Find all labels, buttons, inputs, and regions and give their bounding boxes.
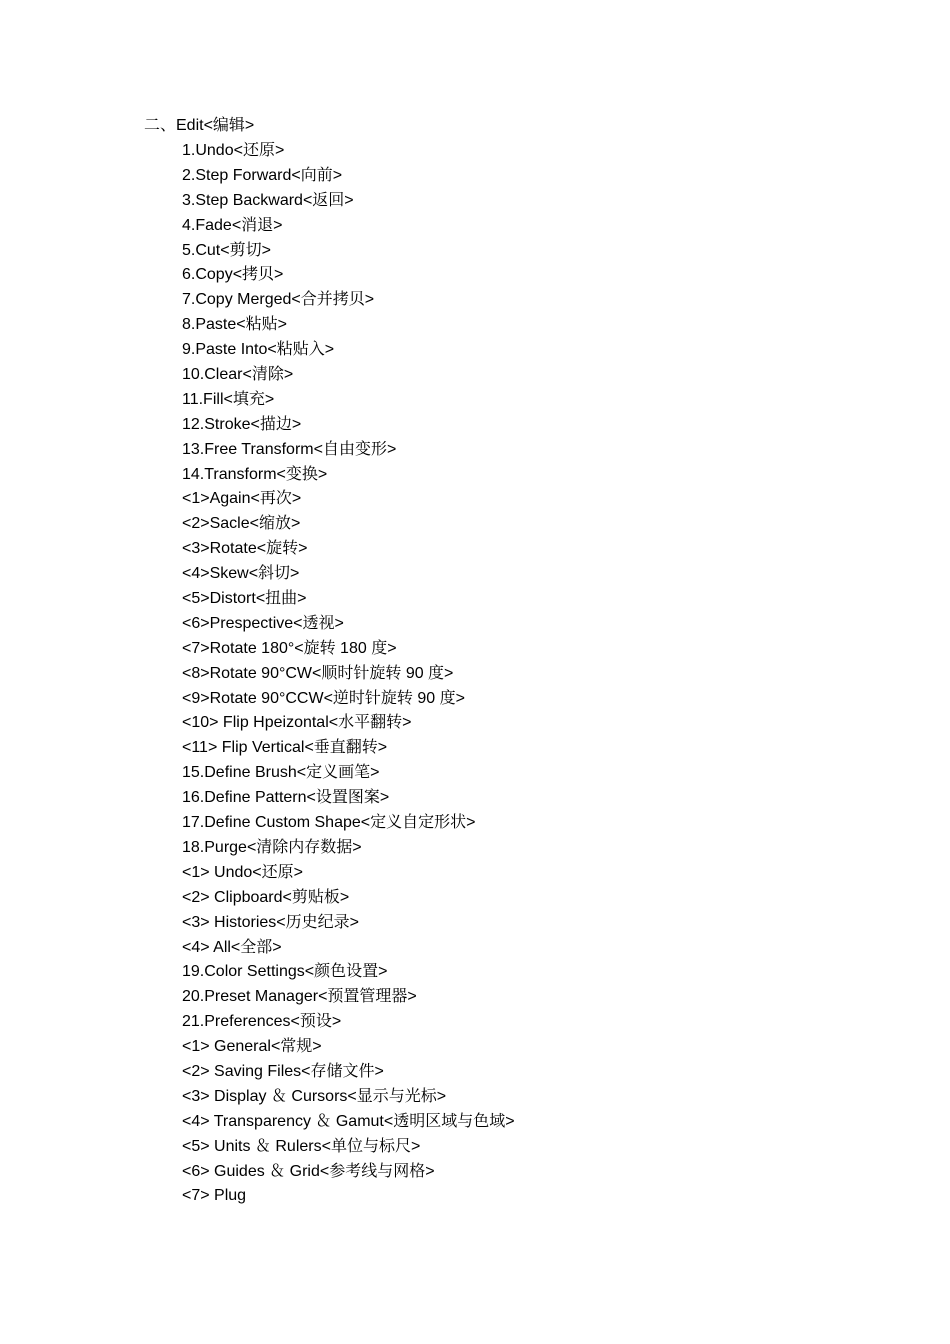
list-item: 4.Fade<消退>	[182, 216, 283, 234]
list-item: 16.Define Pattern<设置图案>	[182, 789, 390, 807]
section-heading: 二、Edit<编辑>	[144, 117, 255, 134]
list-item: 9.Paste Into<粘贴入>	[182, 341, 335, 359]
list-item: <1> General<常规>	[182, 1038, 322, 1056]
list-item: <5> Units ＆ Rulers<单位与标尺>	[182, 1137, 421, 1155]
list-item: 13.Free Transform<自由变形>	[182, 440, 397, 458]
list-item: 12.Stroke<描边>	[182, 415, 302, 433]
list-item: 21.Preferences<预设>	[182, 1013, 342, 1031]
list-item: <5>Distort<扭曲>	[182, 590, 307, 608]
list-item: <2> Clipboard<剪贴板>	[182, 888, 350, 906]
list-item: <11> Flip Vertical<垂直翻转>	[182, 739, 388, 757]
list-item: <2>Sacle<缩放>	[182, 515, 301, 533]
list-item: 8.Paste<粘贴>	[182, 316, 287, 334]
list-item: 14.Transform<变换>	[182, 465, 328, 483]
list-item: <3> Display ＆ Cursors<显示与光标>	[182, 1087, 447, 1105]
list-item: <9>Rotate 90°CCW<逆时针旋转 90 度>	[182, 689, 465, 707]
list-item: 5.Cut<剪切>	[182, 241, 271, 259]
list-item: <4> All<全部>	[182, 938, 282, 956]
list-item: 18.Purge<清除内存数据>	[182, 838, 362, 856]
list-item: <7> Plug	[182, 1187, 247, 1205]
list-item: <1>Again<再次>	[182, 490, 302, 508]
list-item: <3> Histories<历史纪录>	[182, 913, 359, 931]
list-item: <7>Rotate 180°<旋转 180 度>	[182, 639, 397, 657]
list-item: <4> Transparency ＆ Gamut<透明区域与色域>	[182, 1112, 515, 1130]
list-item: <4>Skew<斜切>	[182, 565, 300, 583]
list-item: 3.Step Backward<返回>	[182, 191, 354, 209]
list-item: <6>Prespective<透视>	[182, 614, 344, 632]
list-item: 7.Copy Merged<合并拷贝>	[182, 291, 375, 309]
list-item: <8>Rotate 90°CW<顺时针旋转 90 度>	[182, 664, 454, 682]
list-item: <6> Guides ＆ Grid<参考线与网格>	[182, 1162, 435, 1180]
list-item: 20.Preset Manager<预置管理器>	[182, 988, 417, 1006]
list-item: 15.Define Brush<定义画笔>	[182, 764, 380, 782]
list-item: 10.Clear<清除>	[182, 366, 294, 384]
menu-item-list	[182, 140, 515, 1210]
list-item: 17.Define Custom Shape<定义自定形状>	[182, 814, 476, 832]
list-item: <3>Rotate<旋转>	[182, 540, 308, 558]
list-item: 11.Fill<填充>	[182, 390, 275, 408]
list-item: <1> Undo<还原>	[182, 863, 303, 881]
list-item: 6.Copy<拷贝>	[182, 266, 284, 284]
list-item: 19.Color Settings<颜色设置>	[182, 963, 388, 981]
list-item: 2.Step Forward<向前>	[182, 166, 343, 184]
list-item: 1.Undo<还原>	[182, 142, 285, 159]
list-item: <2> Saving Files<存储文件>	[182, 1062, 384, 1080]
list-item: <10> Flip Hpeizontal<水平翻转>	[182, 714, 412, 732]
